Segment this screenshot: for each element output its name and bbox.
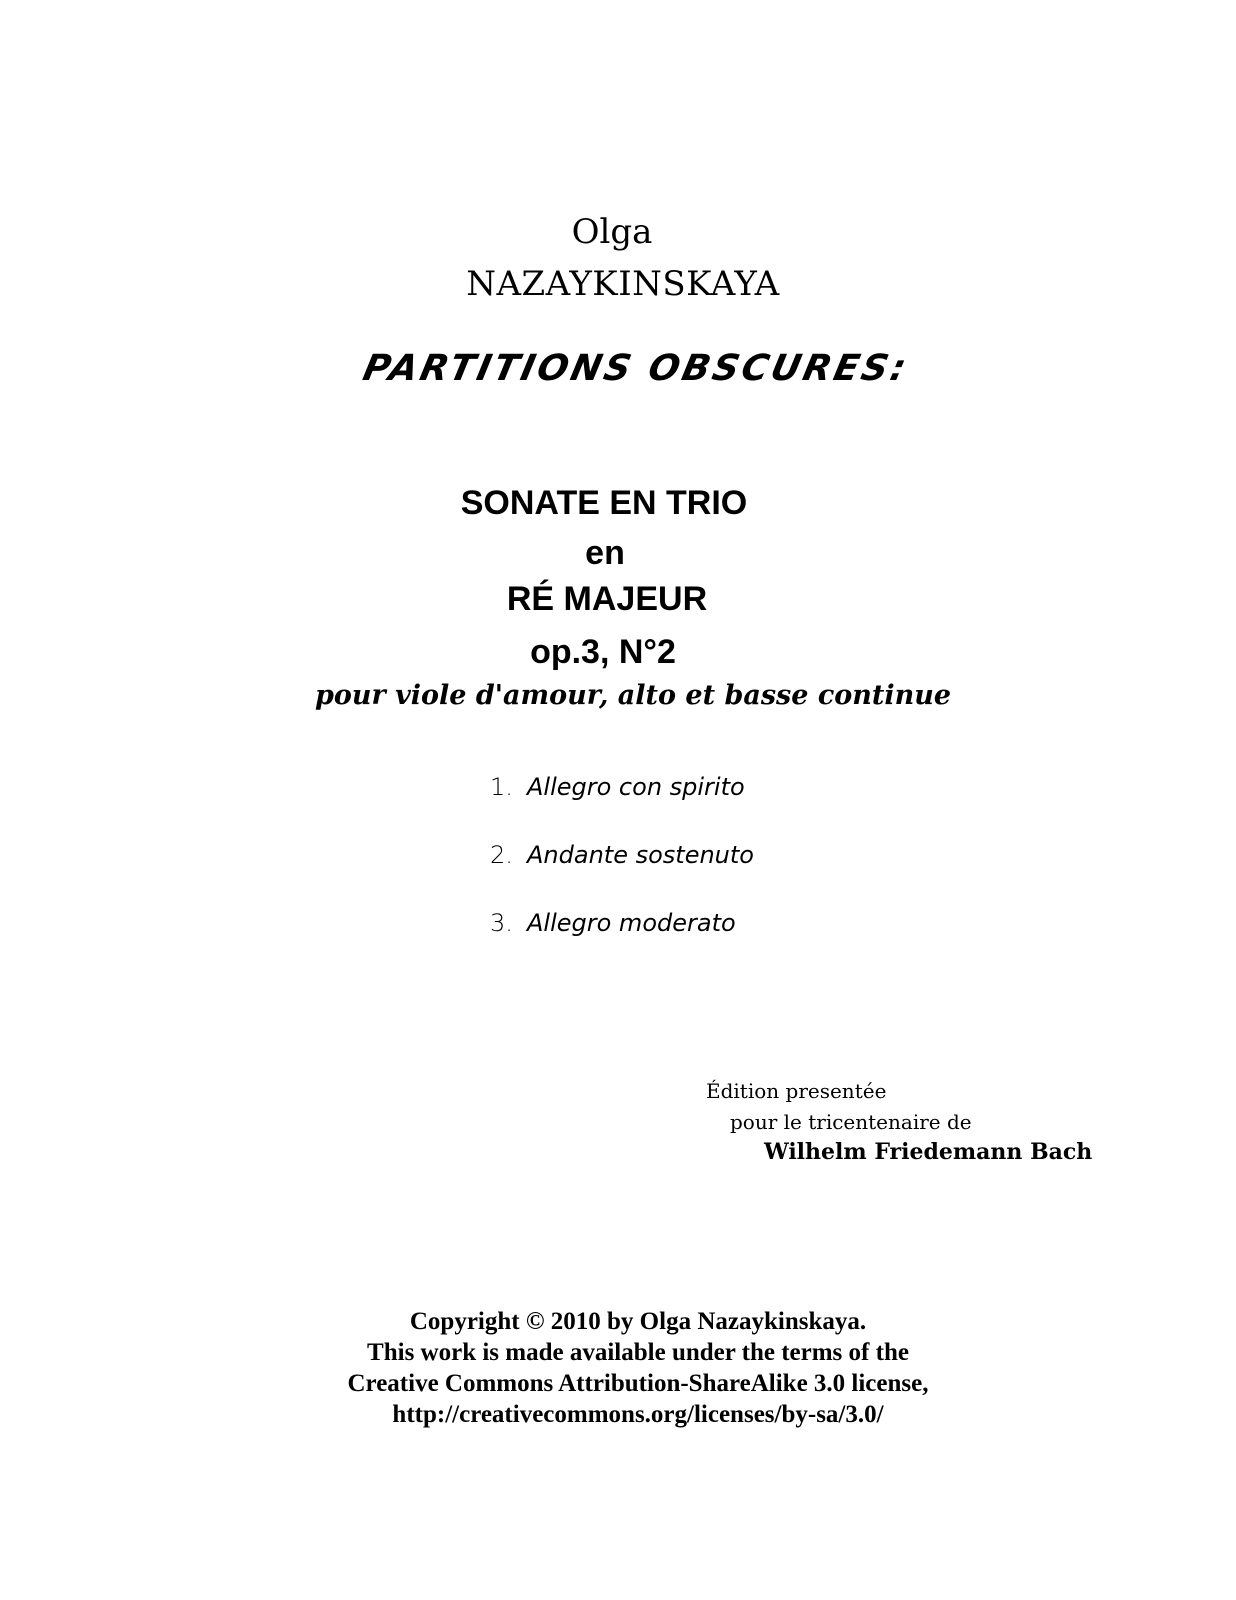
dedication-line-1: Édition presentée [706,1079,887,1103]
movement-item [490,838,754,906]
work-title: SONATE EN TRIO [460,484,748,522]
copyright-line-3: Creative Commons Attribution-ShareAlike 3.0 license, [347,1370,929,1397]
movement-title: Andante sostenuto [527,841,754,869]
movement-title: Allegro con spirito [527,773,745,801]
composer-last-name: NAZAYKINSKAYA [466,264,780,304]
dedication-line-2: pour le tricentenaire de [730,1110,972,1134]
work-key: RÉ MAJEUR [506,580,708,618]
movement-item [490,906,754,974]
movement-title: Allegro moderato [527,909,736,937]
copyright-line-1: Copyright © 2010 by Olga Nazaykinskaya. [409,1308,867,1335]
work-opus: op.3, N°2 [530,633,676,671]
dedication-honoree: Wilhelm Friedemann Bach [764,1139,1093,1165]
copyright-line-2: This work is made available under the terms of the [367,1339,909,1366]
movement-list [490,770,754,974]
work-title-connector: en [585,534,625,572]
movement-number: 3. [490,909,513,937]
composer-first-name: Olga [571,212,653,252]
license-url: http://creativecommons.org/licenses/by-sa/3.0/ [392,1401,884,1428]
movement-number: 2. [490,841,513,869]
movement-number: 1. [490,773,513,801]
instrumentation: pour viole d'amour, alto et basse continue [314,680,952,711]
movement-item [490,770,754,838]
copyright-notice [0,1306,1236,1430]
series-title: PARTITIONS OBSCURES: [359,348,913,389]
